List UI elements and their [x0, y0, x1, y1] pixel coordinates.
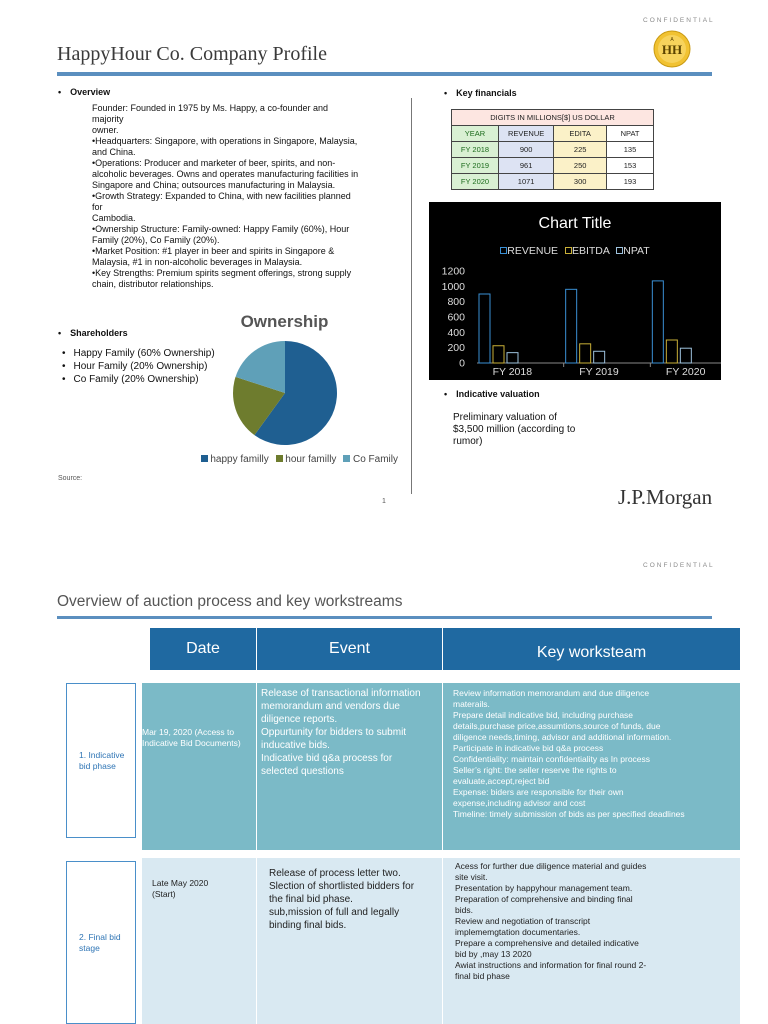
list-item: • Happy Family (60% Ownership)	[62, 347, 215, 360]
cell-npat: 193	[607, 174, 654, 190]
phase-2-label: 2. Final bid stage	[66, 861, 136, 1024]
y-tick-label: 0	[459, 357, 465, 370]
legend-swatch	[343, 455, 350, 462]
header-date: Date	[150, 628, 256, 670]
y-tick-label: 400	[447, 326, 465, 339]
legend-label: Co Family	[352, 454, 398, 465]
svg-text:HH: HH	[661, 42, 683, 57]
col-edita: EDITA	[554, 126, 607, 142]
phase-1-date: Mar 19, 2020 (Access to Indicative Bid Documents)	[142, 683, 256, 850]
bar-ebitda-fy-2019	[580, 344, 591, 363]
col-year: YEAR	[452, 126, 499, 142]
pie-legend	[178, 454, 398, 465]
valuation-text: Preliminary valuation of $3,500 million (according to rumor)	[453, 412, 576, 447]
ownership-chart	[210, 308, 398, 473]
header-event: Event	[257, 628, 442, 670]
pie-title: Ownership	[240, 312, 329, 331]
cell-revenue: 900	[498, 142, 553, 158]
cell-edita: 250	[554, 158, 607, 174]
bar-revenue-fy-2019	[566, 289, 577, 363]
col-npat: NPAT	[607, 126, 654, 142]
shareholders-heading: • Shareholders	[58, 328, 128, 338]
jpmorgan-logo: J.P.Morgan	[618, 485, 713, 509]
header-workstream: Key worksteam	[443, 628, 740, 670]
bar-revenue-fy-2020	[652, 281, 663, 363]
company-logo	[653, 30, 691, 68]
bar-chart-title: Chart Title	[538, 215, 612, 232]
page-title: HappyHour Co. Company Profile	[57, 43, 327, 65]
cell-year: FY 2020	[452, 174, 499, 190]
page-title-2: Overview of auction process and key workstreams	[57, 593, 403, 610]
bar-npat-fy-2020	[680, 348, 691, 363]
legend-swatch	[276, 455, 283, 462]
table-row	[452, 174, 654, 190]
table-caption: DIGITS IN MILLIONS[$] US DOLLAR	[451, 109, 654, 126]
cell-npat: 153	[607, 158, 654, 174]
legend-label: happy familly	[210, 454, 269, 465]
phase-2-date: Late May 2020 (Start)	[142, 858, 256, 1024]
phase-1-label: 1. Indicative bid phase	[66, 683, 136, 838]
page-number: 1	[382, 498, 386, 505]
y-tick-label: 200	[447, 342, 465, 355]
table-row	[452, 158, 654, 174]
title-rule-2	[57, 616, 712, 619]
x-tick-label: FY 2019	[579, 366, 619, 378]
y-tick-label: 600	[447, 311, 465, 324]
legend-label: hour familly	[285, 454, 337, 465]
cell-year: FY 2019	[452, 158, 499, 174]
column-divider	[411, 98, 412, 494]
phase-1-event: Release of transactional information memorandum and vendors due diligence reports. Oppurtunity for bidders to submit inducative bids. Indicative bid q&a process for selected questions	[257, 683, 442, 850]
col-revenue: REVENUE	[498, 126, 553, 142]
source-label: Source:	[58, 475, 83, 482]
cell-edita: 300	[554, 174, 607, 190]
legend-swatch	[201, 455, 208, 462]
x-tick-label: FY 2018	[492, 366, 533, 378]
bar-revenue-fy-2018	[479, 294, 490, 363]
financials-table	[451, 109, 654, 190]
cell-revenue: 961	[498, 158, 553, 174]
bar-ebitda-fy-2020	[666, 340, 677, 363]
confidential-label-2: CONFIDENTIAL	[643, 562, 715, 569]
financials-chart	[429, 202, 721, 380]
legend-label: REVENUE	[507, 245, 559, 257]
list-item: • Co Family (20% Ownership)	[62, 373, 215, 386]
legend-label: NPAT	[623, 245, 650, 257]
phase-1-workstream: Review information memorandum and due diligence materails. Prepare detail indicative bid, including purchase details,purchase price,assumtions,source of funds, due diligence needs,timing, advisor and additional information. Participate in indicative bid q&a process Confidentiality: maintain confidentiality as In process Seller’s right: the seller reserve the rights to evaluate,accept,reject bid Expense: biders are responsible for their own expense,including advisor and cost Timeline: timely submission of bids as per specified deadlines	[443, 683, 740, 850]
shareholders-list	[62, 347, 215, 386]
y-tick-label: 1200	[441, 265, 465, 278]
valuation-heading: • Indicative valuation	[444, 389, 540, 399]
pie-plot	[228, 333, 398, 473]
overview-text: Founder: Founded in 1975 by Ms. Happy, a co-founder and majority owner. •Headquarters: Singapore, with operations in Singapore, Malaysia, and China. •Operations: Producer and marketer of beer, spirits, and non- alcoholic beverages. Owns and operates manufacturing facilities in Singapore and China; outsources manufacturing in Malaysia. •Growth Strategy: Expanded to China, with new facilities planned for Cambodia. •Ownership Structure: Family-owned: Happy Family (60%), Hour Family (20%), Co Family (20%). •Market Position: #1 player in beer and spirits in Singapore & Malaysia, #1 in non-alcoholic beverages in Malaysia. •Key Strengths: Premium spirits segment offerings, strong supply chain, distributor relationships.	[92, 103, 359, 289]
confidential-label: CONFIDENTIAL	[643, 17, 715, 24]
x-tick-label: FY 2020	[665, 366, 706, 378]
table-row	[452, 142, 654, 158]
bar-plot	[429, 202, 721, 380]
title-rule	[57, 72, 712, 76]
phase-2-workstream: Acess for further due diligence material and guides site visit. Presentation by happyhour management team. Preparation of comprehensive and binding final bids. Review and negotiation of transcript implememgtation documentaries. Prepare a comprehensive and detailed indicative bid by ,may 13 2020 Awiat instructions and information for final round 2- final bid phase	[443, 858, 740, 1024]
cell-edita: 225	[554, 142, 607, 158]
bar-ebitda-fy-2018	[493, 346, 504, 363]
bar-npat-fy-2019	[594, 351, 605, 363]
legend-label: EBITDA	[571, 245, 610, 257]
bar-npat-fy-2018	[507, 353, 518, 363]
cell-year: FY 2018	[452, 142, 499, 158]
phase-2-event: Release of process letter two. Slection of shortlisted bidders for the final bid phase. sub,mission of full and legally binding final bids.	[257, 858, 442, 1024]
y-tick-label: 1000	[441, 280, 465, 293]
list-item: • Hour Family (20% Ownership)	[62, 360, 215, 373]
cell-npat: 135	[607, 142, 654, 158]
key-financials-heading: • Key financials	[444, 88, 517, 98]
table-header-row	[452, 126, 654, 142]
cell-revenue: 1071	[498, 174, 553, 190]
svg-text:A: A	[670, 37, 674, 43]
y-tick-label: 800	[447, 296, 465, 309]
overview-heading: • Overview	[58, 87, 110, 97]
